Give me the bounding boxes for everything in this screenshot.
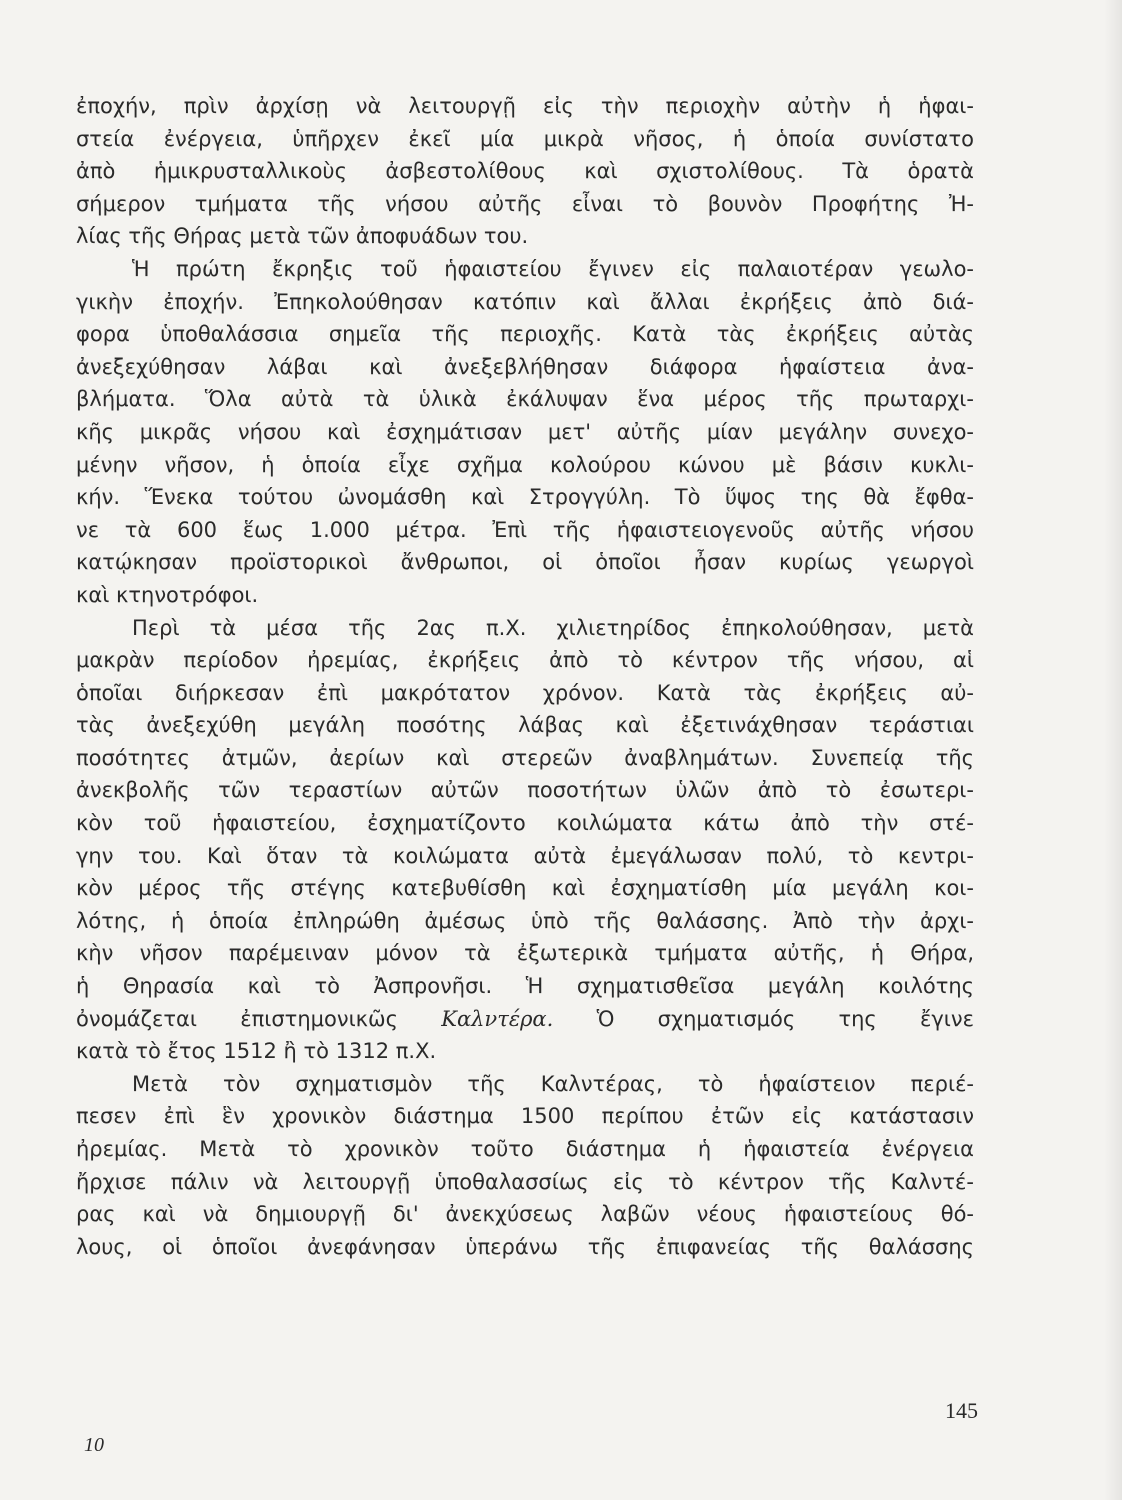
text-segment: ὀνομάζεται ἐπιστημονικῶς (76, 1006, 442, 1031)
page-edge-shadow (1104, 0, 1122, 1500)
text-line: μακρὰν περίοδον ἠρεμίας, ἐκρήξεις ἀπὸ τὸ κέντρον τῆς νήσου, αἱ (76, 648, 974, 673)
text-segment: Ὁ σχηματισμός της ἔγινε (553, 1006, 974, 1031)
text-line: ρας καὶ νὰ δημιουργῇ δι' ἀνεκχύσεως λαβῶν νέους ἡφαιστείους θό- (76, 1202, 974, 1227)
text-line: φορα ὑποθαλάσσια σημεῖα τῆς περιοχῆς. Κατὰ τὰς ἐκρήξεις αὐτὰς (76, 322, 974, 347)
text-line: τὰς ἀνεξεχύθη μεγάλη ποσότης λάβας καὶ ἐξετινάχθησαν τεράστιαι (76, 713, 974, 738)
page-number: 145 (945, 1398, 978, 1423)
text-line: κατὰ τὸ ἔτος 1512 ἢ τὸ 1312 π.Χ. (76, 1039, 437, 1064)
text-line: ἤρχισε πάλιν νὰ λειτουργῇ ὑποθαλασσίως εἰς τὸ κέντρον τῆς Καλντέ- (76, 1169, 974, 1194)
text-line: πεσεν ἐπὶ ἓν χρονικὸν διάστημα 1500 περίπου ἐτῶν εἰς κατάστασιν (76, 1104, 974, 1129)
text-line: μένην νῆσον, ἡ ὁποία εἶχε σχῆμα κολούρου κώνου μὲ βάσιν κυκλι- (76, 452, 974, 477)
text-line: κατῴκησαν προϊστορικοὶ ἄνθρωποι, οἱ ὁποῖοι ἦσαν κυρίως γεωργοὶ (76, 550, 974, 575)
text-line: ἀπὸ ἡμικρυσταλλικοὺς ἀσβεστολίθους καὶ σχιστολίθους. Τὰ ὁρατὰ (76, 159, 974, 184)
text-line: λότης, ἡ ὁποία ἐπληρώθη ἀμέσως ὑπὸ τῆς θαλάσσης. Ἀπὸ τὴν ἀρχι- (76, 908, 974, 933)
text-line (76, 1003, 974, 1036)
text-line: λους, οἱ ὁποῖοι ἀνεφάνησαν ὑπεράνω τῆς ἐπιφανείας τῆς θαλάσσης (76, 1234, 974, 1259)
text-line: νε τὰ 600 ἕως 1.000 μέτρα. Ἐπὶ τῆς ἡφαιστειογενοῦς αὐτῆς νήσου (76, 517, 974, 542)
text-line: ὁποῖαι διήρκεσαν ἐπὶ μακρότατον χρόνον. Κατὰ τὰς ἐκρήξεις αὐ- (76, 680, 974, 705)
text-line: ἐποχήν, πρὶν ἀρχίσῃ νὰ λειτουργῇ εἰς τὴν περιοχὴν αὐτὴν ἡ ἡφαι- (76, 94, 974, 118)
text-line: γικὴν ἐποχήν. Ἐπηκολούθησαν κατόπιν καὶ ἄλλαι ἐκρήξεις ἀπὸ διά- (76, 289, 974, 314)
text-line: λίας τῆς Θήρας μετὰ τῶν ἀποφυάδων του. (76, 224, 529, 249)
paragraph-first-line: Ἡ πρώτη ἔκρηξις τοῦ ἡφαιστείου ἔγινεν εἰς παλαιοτέραν γεωλο- (132, 256, 974, 281)
text-line: γην του. Καὶ ὅταν τὰ κοιλώματα αὐτὰ ἐμεγάλωσαν πολύ, τὸ κεντρι- (76, 843, 974, 868)
paragraph-first-line: Μετὰ τὸν σχηματισμὸν τῆς Καλντέρας, τὸ ἡφαίστειον περιέ- (132, 1071, 974, 1096)
text-line: βλήματα. Ὅλα αὐτὰ τὰ ὑλικὰ ἐκάλυψαν ἕνα μέρος τῆς πρωταρχι- (76, 387, 974, 412)
text-line: κήν. Ἕνεκα τούτου ὠνομάσθη καὶ Στρογγύλη. Τὸ ὕψος της θὰ ἔφθα- (76, 485, 974, 510)
text-line: ποσότητες ἀτμῶν, ἀερίων καὶ στερεῶν ἀναβλημάτων. Συνεπείᾳ τῆς (76, 745, 974, 770)
signature-mark: 10 (84, 1434, 104, 1456)
text-line: ἀνεξεχύθησαν λάβαι καὶ ἀνεξεβλήθησαν διάφορα ἡφαίστεια ἀνα- (76, 354, 974, 379)
text-line: σήμερον τμήματα τῆς νήσου αὐτῆς εἶναι τὸ βουνὸν Προφήτης Ἠ- (76, 191, 974, 216)
text-line: κὴν νῆσον παρέμειναν μόνον τὰ ἐξωτερικὰ τμήματα αὐτῆς, ἡ Θήρα, (76, 941, 974, 966)
text-line: κὸν μέρος τῆς στέγης κατεβυθίσθη καὶ ἐσχηματίσθη μία μεγάλη κοι- (76, 876, 974, 901)
text-line: ἡ Θηρασία καὶ τὸ Ἀσπρονῆσι. Ἡ σχηματισθεῖσα μεγάλη κοιλότης (76, 974, 974, 999)
text-line: ἠρεμίας. Μετὰ τὸ χρονικὸν τοῦτο διάστημα ἡ ἡφαιστεία ἐνέργεια (76, 1137, 974, 1161)
text-line: στεία ἐνέργεια, ὑπῆρχεν ἐκεῖ μία μικρὰ νῆσος, ἡ ὁποία συνίστατο (76, 126, 974, 151)
paragraph-first-line: Περὶ τὰ μέσα τῆς 2ας π.Χ. χιλιετηρίδος ἐπηκολούθησαν, μετὰ (132, 615, 974, 640)
term-kaldera: Καλντέρα. (441, 1006, 554, 1031)
text-line: κῆς μικρᾶς νήσου καὶ ἐσχημάτισαν μετ' αὐτῆς μίαν μεγάλην συνεχο- (76, 419, 974, 444)
text-line: καὶ κτηνοτρόφοι. (76, 582, 259, 607)
text-line: κὸν τοῦ ἡφαιστείου, ἐσχηματίζοντο κοιλώματα κάτω ἀπὸ τὴν στέ- (76, 811, 974, 836)
body-text (76, 90, 974, 1263)
text-line: ἀνεκβολῆς τῶν τεραστίων αὐτῶν ποσοτήτων ὑλῶν ἀπὸ τὸ ἐσωτερι- (76, 778, 974, 803)
